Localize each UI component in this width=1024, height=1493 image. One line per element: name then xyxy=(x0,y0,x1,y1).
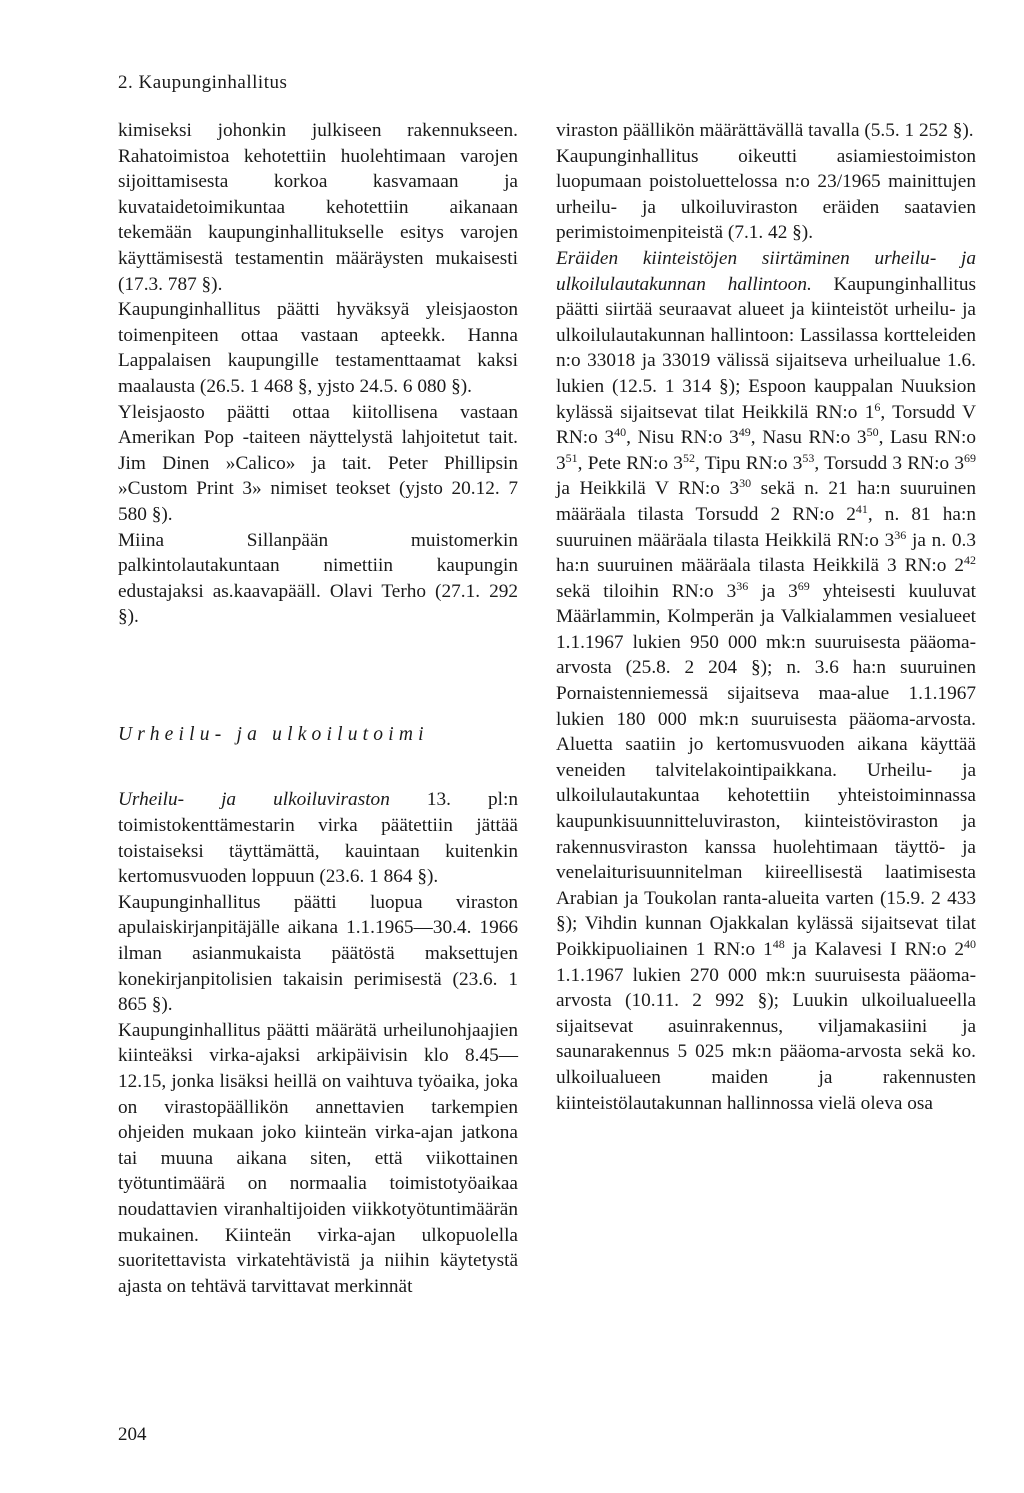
paragraph xyxy=(556,246,976,1116)
superscript: 40 xyxy=(614,425,627,440)
paragraph-text: , Torsudd V RN:o 3 xyxy=(556,401,976,449)
superscript: 53 xyxy=(802,450,815,465)
superscript: 36 xyxy=(736,578,749,593)
paragraph-text: 13. pl:n toimistokenttämestarin virka päätettiin jättää toistaiseksi täyttämättä, kauintaan kuitenkin kertomusvuoden loppuun (23.6. 1 864 §). xyxy=(118,789,518,888)
superscript: 69 xyxy=(964,450,977,465)
superscript: 40 xyxy=(963,937,976,951)
paragraph-text: , Nasu RN:o 3 xyxy=(750,427,867,449)
section-heading: Urheilu- ja ulkoilutoimi xyxy=(118,723,429,745)
superscript: 36 xyxy=(894,527,907,542)
paragraph: Kaupunginhallitus oikeutti asiamiestoimiston luopumaan poistoluettelossa n:o 23/1965 mainittujen urheilu- ja ulkoiluviraston eräiden saatavien perimistoimenpiteistä (7.1. 42 §). xyxy=(556,145,976,244)
paragraph xyxy=(118,787,518,889)
superscript: 42 xyxy=(964,553,976,568)
superscript: 41 xyxy=(855,501,868,516)
paragraph-text: , Nisu RN:o 3 xyxy=(626,427,739,449)
paragraph: Yleisjaosto päätti ottaa kiitollisena vastaan Amerikan Pop -taiteen näyttelystä lahjoitetut tait. Jim Dinen »Calico» ja tait. Peter Phillipsin »Custom Print 3» nimiset teokset (yjsto 20.12. 7 580 §). xyxy=(118,401,518,525)
superscript: 49 xyxy=(738,425,751,440)
paragraph: Kaupunginhallitus päätti määrätä urheilunohjaajien kiinteäksi virka-ajaksi arkipäivisin klo 8.45—12.15, jonka lisäksi heillä on vaihtuva työaika, joka on virastopäällikön annettavien tarkempien ohjeiden mukaan joko kiinteän virka-ajan jatkona tai muuna aikana siten, että viikottainen työtuntimäärä on normaalia toimistotyöaikaa noudattavien viranhaltijoiden viikkotyötuntimäärän mukainen. Kiinteän virka-ajan ulkopuolella suoritettavista virkatehtävistä ja niihin käytetystä ajasta on tehtävä tarvittavat merkinnät xyxy=(118,1019,518,1297)
paragraph-text: , Tipu RN:o 3 xyxy=(694,452,803,474)
paragraph: Miina Sillanpään muistomerkin palkintolautakuntaan nimettiin kaupungin edustajaksi as.kaavapääll. Olavi Terho (27.1. 292 §). xyxy=(118,529,518,628)
paragraph: Kaupunginhallitus päätti hyväksyä yleisjaoston toimenpiteen ottaa vastaan apteekk. Hanna Lappalaisen kaupungille testamenttaamat kaksi maalausta (26.5. 1 468 §, yjsto 24.5. 6 080 §). xyxy=(118,299,518,397)
paragraph: kimiseksi johonkin julkiseen rakennukseen. Rahatoimistoa kehotettiin huolehtimaan varojen sijoittamisesta korkoa kasvamaan ja kuvataidetoimikuntaa kehotettiin aikanaan tekemään kaupunginhallitukselle esitys varojen käyttämisestä testamentin määräysten mukaisesti (17.3. 787 §). xyxy=(118,120,518,295)
superscript: 50 xyxy=(866,425,879,440)
left-column xyxy=(118,118,518,1299)
paragraph-text: 1.1.1967 lukien 270 000 mk:n suuruisesta pääoma-arvosta (10.11. 2 992 §); Luukin ulkoilualueella sijaitsevat asuinrakennus, viljamakasiini ja saunarakennus 5 025 mk:n pääoma-arvosta sekä ko. ulkoilualueen maiden ja rakennusten kiinteistölautakunnan hallinnossa vielä oleva osa xyxy=(556,964,976,1114)
paragraph: Kaupunginhallitus päätti luopua viraston apulaiskirjanpitäjälle aikana 1.1.1965—30.4. 1966 ilman asianmukaista päätöstä maksettujen konekirjanpitolisien takaisin perimisestä (23.6. 1 865 §). xyxy=(118,891,518,1016)
running-head: 2. Kaupunginhallitus xyxy=(118,72,288,93)
paragraph-text: ja Heikkilä V RN:o 3 xyxy=(556,478,740,500)
page-number: 204 xyxy=(118,1424,147,1445)
right-column xyxy=(556,118,976,1116)
paragraph-text: sekä n. 21 ha:n suuruinen määräala tilasta Torsudd 2 RN:o 2 xyxy=(556,478,976,525)
superscript: 51 xyxy=(565,450,578,465)
paragraph: viraston päällikön määrättävällä tavalla (5.5. 1 252 §). xyxy=(556,120,974,141)
paragraph-text: , Pete RN:o 3 xyxy=(577,452,683,474)
paragraph-text: ja Kalavesi I RN:o 2 xyxy=(784,939,964,960)
superscript: 48 xyxy=(772,937,785,951)
paragraph-text: Kaupunginhallitus päätti siirtää seuraavat alueet ja kiinteistöt urheilu- ja ulkoilulautakunnan hallintoon: Lassilassa kortteleiden n:o 33018 ja 33019 välissä sijaitseva urheilualue 1.6. lukien (12.5. 1 314 §); Espoon kauppalan Nuuksion kylässä sijaitsevat tilat Heikkilä RN:o 1 xyxy=(556,273,976,423)
paragraph-italic-lead: Urheilu- ja ulkoiluviraston xyxy=(118,789,390,811)
paragraph-text: , Lasu RN:o 3 xyxy=(556,427,976,474)
superscript: 69 xyxy=(797,578,810,593)
superscript: 30 xyxy=(739,476,752,491)
paragraph-text: , Torsudd 3 RN:o 3 xyxy=(814,452,965,474)
paragraph-text: ja 3 xyxy=(748,580,798,602)
paragraph-italic-lead: Eräiden kiinteistöjen siirtäminen urheilu- ja ulkoilulautakunnan hallintoon. xyxy=(556,247,976,295)
paragraph-text: , n. 81 ha:n suuruinen määräala tilasta Heikkilä RN:o 3 xyxy=(556,503,976,551)
paragraph-text: ja n. 0.3 ha:n suuruinen määräala tilasta Heikkilä 3 RN:o 2 xyxy=(556,529,976,577)
paragraph-text: sekä tiloihin RN:o 3 xyxy=(556,580,737,602)
superscript: 6 xyxy=(874,399,881,414)
superscript: 52 xyxy=(682,450,695,465)
paragraph-text: yhteisesti kuuluvat Määrlammin, Kolmperän ja Valkialammen vesialueet 1.1.1967 lukien 950 000 mk:n suuruisesta pääoma-arvosta (25.8. 2 204 §); n. 3.6 ha:n suuruinen Pornaistenniemessä sijaitseva maa-alue 1.1.1967 lukien 180 000 mk:n suuruisesta pääoma-arvosta. Aluetta saatiin jo kertomusvuoden aikana käyttää veneiden talvitelakointipaikkana. Urheilu- ja ulkoilulautakuntaa kehotettiin yhteistoiminnassa kaupunkisuunnitteluviraston, kiinteistöviraston ja rakennusviraston kanssa huolehtimaan täyttö- ja venelaiturisuunnitelman kiireellisestä laatimisesta Arabian ja Toukolan ranta-alueita varten (15.9. 2 433 §); Vihdin kunnan Ojakkalan kylässä sijaitsevat tilat Poikkipuoliainen 1 RN:o 1 xyxy=(556,580,976,960)
